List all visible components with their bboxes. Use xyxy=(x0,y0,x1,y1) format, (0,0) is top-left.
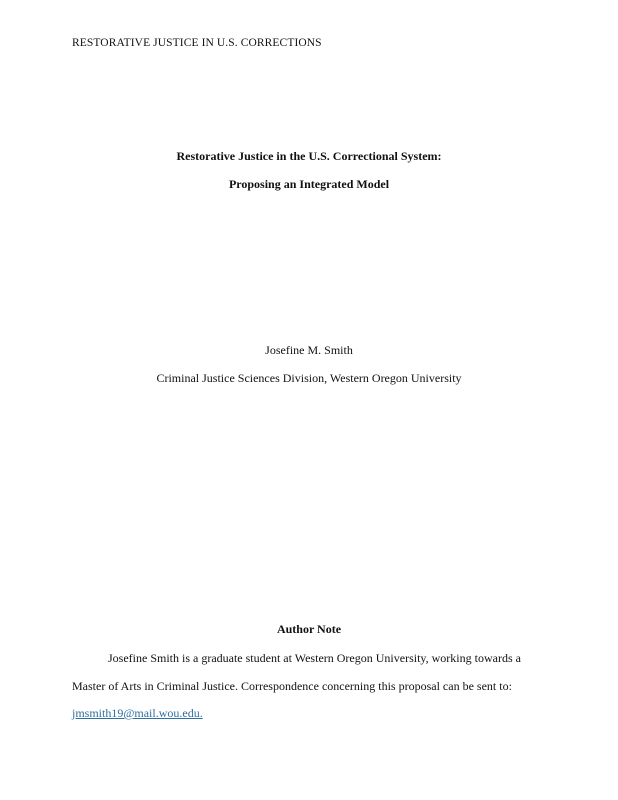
email-link[interactable]: jmsmith19@mail.wou.edu. xyxy=(72,706,203,720)
author-note-line-2: Master of Arts in Criminal Justice. Correspondence concerning this proposal can be sent to: xyxy=(72,679,512,693)
author-note-heading: Author Note xyxy=(276,622,342,636)
author-note-line-1: Josefine Smith is a graduate student at Western Oregon University, working towards a xyxy=(108,651,521,665)
author-name: Josefine M. Smith xyxy=(265,343,353,357)
author-note-line-3 xyxy=(72,706,203,721)
title-line-1: Restorative Justice in the U.S. Correctional System: xyxy=(176,149,442,163)
running-head: RESTORATIVE JUSTICE IN U.S. CORRECTIONS xyxy=(72,37,322,49)
title-line-2: Proposing an Integrated Model xyxy=(228,177,390,191)
author-affiliation: Criminal Justice Sciences Division, Western Oregon University xyxy=(156,371,462,385)
